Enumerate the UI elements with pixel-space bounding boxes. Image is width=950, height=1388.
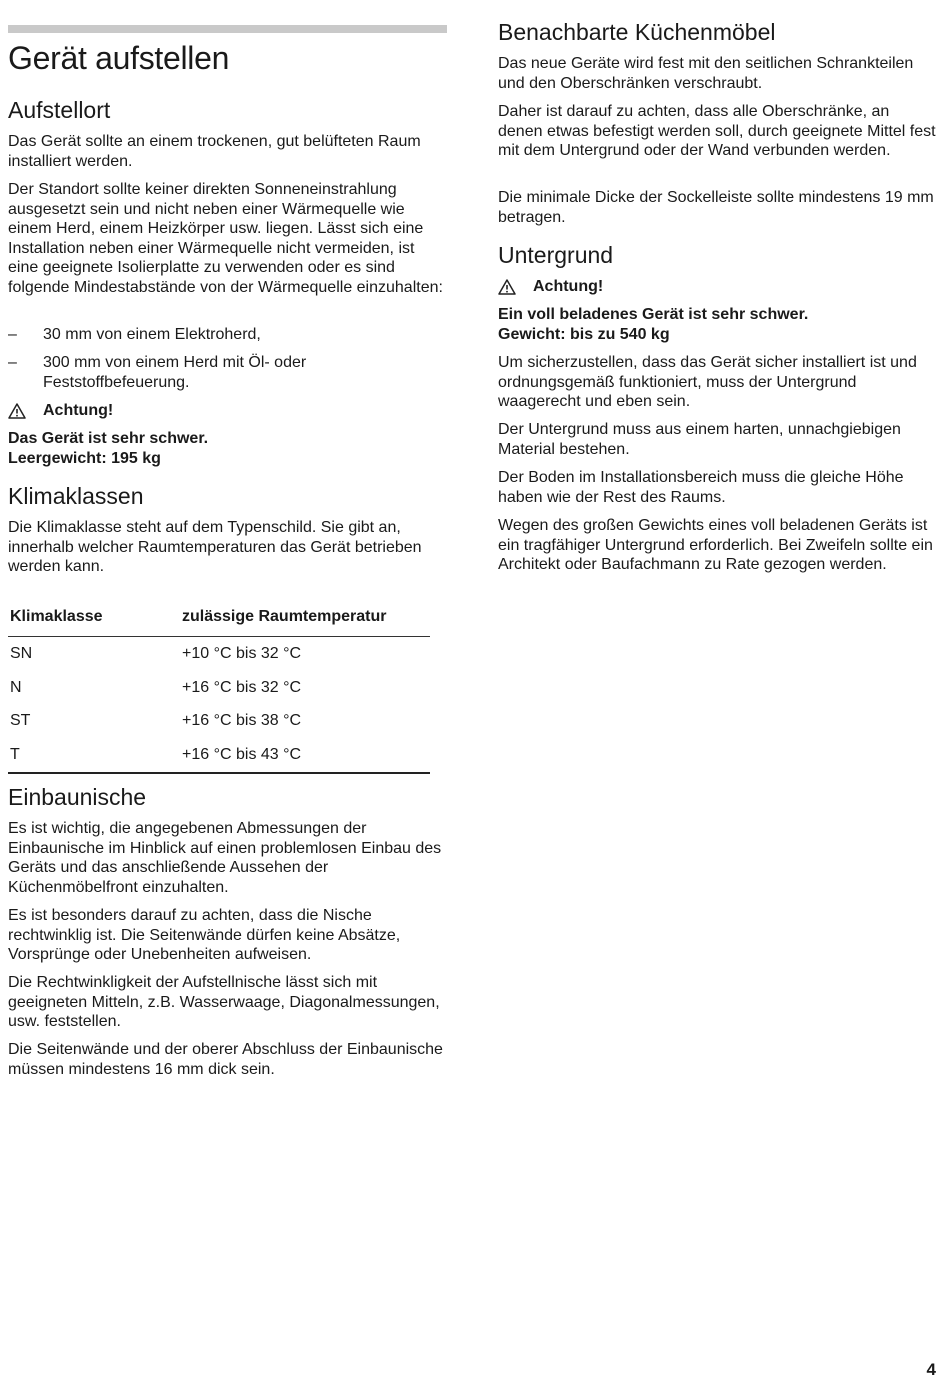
- table-cell: T: [8, 738, 180, 773]
- warning-text-2: Leergewicht: 195 kg: [8, 450, 161, 467]
- table-cell: SN: [10, 644, 33, 662]
- kuechenmoebel-p1: Das neue Geräte wird fest mit den seitlichen Schrankteilen und den Oberschränken verschraubt.: [498, 55, 914, 92]
- warning-text-1: Das Gerät ist sehr schwer.: [8, 430, 209, 447]
- table-row: [8, 637, 430, 671]
- table-cell: +16 °C bis 32 °C: [182, 678, 302, 696]
- heading-einbaunische: Einbaunische: [8, 784, 147, 810]
- aufstellort-p2: Der Standort sollte keiner direkten Sonneneinstrahlung ausgesetzt sein und nicht neben einer Wärmequelle wie einem Herd, einem Heizkörper usw. liegen. Lässt sich eine Installation neben einer Wärmequelle nicht vermeiden, ist eine geeignete Isolierplatte zu verwenden oder es sind folgende Mindestabstände von der Wärmequelle einzuhalten:: [8, 181, 443, 296]
- page-title: Gerät aufstellen: [8, 40, 230, 76]
- table-header-cell: Klimaklasse: [8, 598, 180, 637]
- klimaklassen-p1: Die Klimaklasse steht auf dem Typenschild. Sie gibt an, innerhalb welcher Raumtemperaturen das Gerät betrieben werden kann.: [8, 519, 422, 576]
- page-number: 4: [926, 1360, 936, 1379]
- untergrund-p3: Der Boden im Installationsbereich muss die gleiche Höhe haben wie der Rest des Raums.: [498, 469, 904, 506]
- table-cell: ST: [10, 712, 31, 730]
- table-cell: +16 °C bis 43 °C: [180, 738, 430, 773]
- einbaunische-p1: Es ist wichtig, die angegebenen Abmessungen der Einbaunische im Hinblick auf einen problemlosen Einbau des Geräts und das anschließende Aussehen der Küchenmöbelfront einzuhalten.: [8, 820, 442, 896]
- klimaklassen-table: [8, 598, 430, 774]
- untergrund-p1: Um sicherzustellen, dass das Gerät sicher installiert ist und ordnungsgemäß funktioniert, muss der Untergrund waagerecht und eben sein.: [498, 354, 917, 411]
- einbaunische-p2: Es ist besonders darauf zu achten, dass die Nische rechtwinklig ist. Die Seitenwände dürfen keine Absätze, Vorsprünge oder Unebenheiten aufweisen.: [8, 907, 401, 964]
- warning-icon: [8, 403, 26, 419]
- warning-label: Achtung!: [498, 277, 798, 297]
- heading-klimaklassen: Klimaklassen: [8, 483, 144, 509]
- einbaunische-p4: Die Seitenwände und der oberer Abschluss der Einbaunische müssen mindestens 16 mm dick sein.: [8, 1041, 443, 1078]
- warning-icon: [498, 279, 516, 295]
- table-row: [8, 738, 430, 773]
- heading-kuechenmoebel: Benachbarte Küchenmöbel: [498, 19, 776, 45]
- table-header-cell: zulässige Raumtemperatur: [180, 598, 430, 637]
- kuechenmoebel-p3: Die minimale Dicke der Sockelleiste sollte mindestens 19 mm betragen.: [498, 189, 934, 226]
- kuechenmoebel-p2: Daher ist darauf zu achten, dass alle Oberschränke, an denen etwas befestigt werden soll, durch geeignete Mittel fest mit dem Untergrund oder der Wand verbunden werden.: [498, 103, 936, 160]
- warning-text-2: Gewicht: bis zu 540 kg: [498, 326, 670, 343]
- untergrund-p2: Der Untergrund muss aus einem harten, unnachgiebigen Material bestehen.: [498, 421, 901, 458]
- warning-label: Achtung!: [8, 401, 308, 421]
- heading-aufstellort: Aufstellort: [8, 97, 111, 123]
- table-cell: +16 °C bis 38 °C: [182, 712, 302, 730]
- table-row: [8, 671, 430, 705]
- heading-untergrund: Untergrund: [498, 242, 614, 268]
- table-cell: N: [10, 678, 22, 696]
- einbaunische-p3: Die Rechtwinkligkeit der Aufstellnische lässt sich mit geeigneten Mitteln, z.B. Wasserwaage, Diagonalmessungen, usw. feststellen.: [8, 974, 440, 1031]
- warning-text-1: Ein voll beladenes Gerät ist sehr schwer.: [498, 306, 809, 323]
- top-rule: [8, 25, 447, 33]
- table-header-row: [8, 598, 430, 637]
- table-row: [8, 705, 430, 739]
- aufstellort-p1: Das Gerät sollte an einem trockenen, gut belüfteten Raum installiert werden.: [8, 133, 421, 170]
- untergrund-p4: Wegen des großen Gewichts eines voll beladenen Geräts ist ein tragfähiger Untergrund erforderlich. Bei Zweifeln sollte ein Architekt oder Baufachmann zu Rate gezogen werden.: [498, 517, 933, 574]
- table-cell: +10 °C bis 32 °C: [182, 644, 302, 662]
